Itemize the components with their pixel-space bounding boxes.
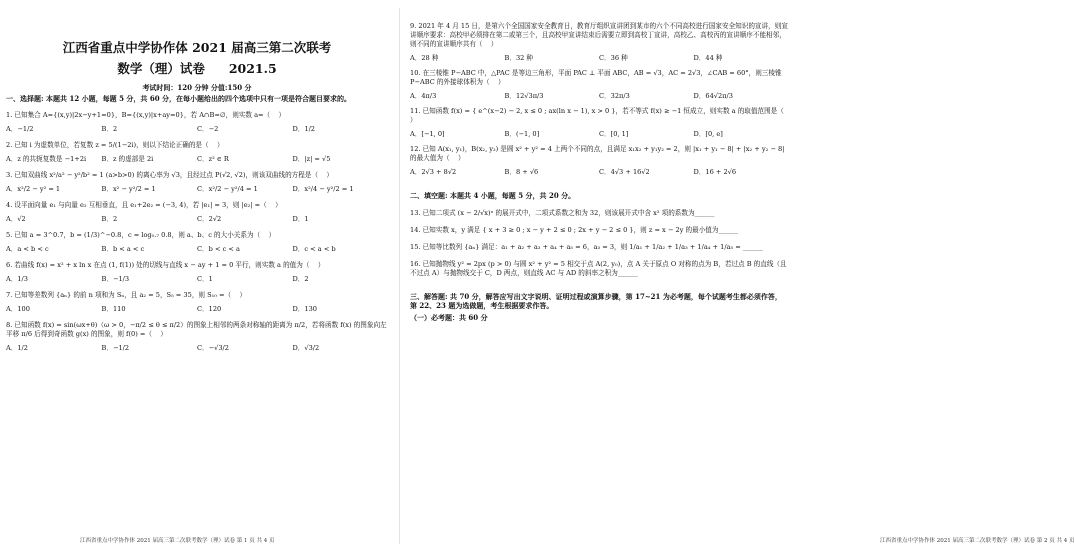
section3-subheading: （一）必考题：共 60 分 bbox=[410, 312, 488, 322]
answer-option-d: D．1 bbox=[292, 214, 309, 223]
answer-option-b: B．2 bbox=[101, 124, 118, 133]
answer-options bbox=[6, 344, 388, 353]
question-stem: 5. 已知 a = 3^0.7，b = (1/3)^−0.8，c = log₀.₇ 0.8，则 a、b、c 的大小关系为（ ） bbox=[6, 230, 276, 239]
question-item bbox=[6, 231, 388, 254]
question-stem: 6. 若曲线 f(x) = x² + x ln x 在点 (1, f(1)) 处的切线与直线 x − ay + 1 = 0 平行，则实数 a 的值为（ ） bbox=[6, 260, 325, 269]
exam-date: 2021.5 bbox=[228, 61, 277, 76]
question-stem: 15. 已知等比数列 {aₙ} 满足：a₁ + a₂ + a₃ + a₄ + a₅ = 6，a₃ = 3，则 1/a₁ + 1/a₂ + 1/a₃ + 1/a₄ + 1/a₅ = ______ bbox=[410, 242, 763, 251]
answer-option-a: A．a < b < c bbox=[6, 244, 49, 253]
question-item bbox=[410, 243, 788, 252]
answer-options bbox=[6, 155, 388, 164]
section2-heading: 二、填空题: 本题共 4 小题，每题 5 分，共 20 分。 bbox=[410, 191, 576, 200]
answer-option-d: D．√3/2 bbox=[292, 343, 320, 352]
answer-option-c: C．120 bbox=[197, 304, 222, 313]
answer-option-c: C．z² ∈ R bbox=[197, 154, 229, 163]
answer-option-d: D．64√2π/3 bbox=[693, 92, 733, 100]
right-question-list-b bbox=[410, 209, 788, 278]
answer-option-b: B．110 bbox=[101, 304, 126, 313]
question-stem: 8. 已知函数 f(x) = sin(ωx+θ)（ω > 0，−π/2 ≤ θ ≤ π/2）的图象上相邻的两条对称轴的距离为 π/2，若将函数 f(x) 的图象向左平移 π/6 后得到奇函数 g(x) 的图象，则 f(0) =（ ） bbox=[6, 320, 387, 338]
question-item bbox=[6, 321, 388, 353]
answer-option-d: D．2 bbox=[292, 274, 309, 283]
answer-options bbox=[6, 305, 388, 314]
question-stem: 9. 2021 年 4 月 15 日，是第六个全国国家安全教育日，教育厅组织宣讲团到某市的六个不同高校进行国家安全知识的宣讲，则宣讲顺序要求：高校甲必须排在第二或第三个，且高校甲宣讲结束后需要立即到高校丁宣讲，高校乙、高校丙的宣讲顺序不能相邻，则不同的宣讲顺序共有（ ） bbox=[410, 22, 788, 48]
answer-options bbox=[410, 54, 788, 63]
answer-options bbox=[6, 215, 388, 224]
question-stem: 14. 已知实数 x，y 满足 { x + 3 ≥ 0 ; x − y + 2 ≤ 0 ; 2x + y − 2 ≤ 0 }，则 z = x − 2y 的最小值为______ bbox=[410, 225, 739, 234]
question-item bbox=[6, 291, 388, 314]
answer-options bbox=[6, 245, 388, 254]
answer-option-b: B．z 的虚部是 2i bbox=[101, 154, 154, 163]
question-stem: 11. 已知函数 f(x) = { e^(x−2) − 2, x ≤ 0 ; ax(ln x − 1), x > 0 }，若不等式 f(x) ≥ −1 恒成立，则实数 a 的取值范围是（ ） bbox=[410, 107, 793, 124]
answer-options bbox=[410, 92, 788, 101]
question-item bbox=[410, 260, 788, 278]
answer-option-d: D．16 + 2√6 bbox=[693, 168, 737, 176]
answer-option-c: C．2√2 bbox=[197, 214, 222, 223]
answer-option-c: C．[0, 1] bbox=[599, 130, 629, 138]
answer-option-b: B．8 + √6 bbox=[504, 168, 539, 176]
exam-title: 江西省重点中学协作体 2021 届高三第二次联考 bbox=[62, 40, 332, 55]
answer-option-a: A．√2 bbox=[6, 214, 26, 223]
answer-option-a: A．−1/2 bbox=[6, 124, 34, 133]
question-stem: 2. 已知 i 为虚数单位，若复数 z = 5/(1−2i)，则以下结论正确的是（ ） bbox=[6, 140, 224, 149]
answer-option-a: A．28 种 bbox=[410, 54, 439, 62]
answer-option-b: B．12√3π/3 bbox=[504, 92, 544, 100]
answer-option-b: B．2 bbox=[101, 214, 118, 223]
section1-heading: 一、选择题: 本题共 12 小题，每题 5 分，共 60 分，在每小题给出的四个选项中只有一项是符合题目要求的。 bbox=[6, 94, 351, 103]
answer-option-a: A．100 bbox=[6, 304, 30, 313]
answer-options bbox=[6, 125, 388, 134]
exam-subtitle bbox=[6, 60, 388, 78]
answer-option-a: A．x²/2 − y² = 1 bbox=[6, 184, 61, 193]
right-question-list-a bbox=[410, 22, 793, 177]
question-item bbox=[410, 107, 793, 139]
subject-title: 数学（理）试卷 bbox=[117, 61, 205, 76]
question-stem: 3. 已知双曲线 x²/a² − y²/b² = 1 (a>b>0) 的离心率为 √3，且经过点 P(√2, √2)，则该双曲线的方程是（ ） bbox=[6, 170, 334, 179]
question-item bbox=[410, 226, 788, 235]
answer-option-d: D．[0, e] bbox=[693, 130, 723, 138]
answer-option-d: D．c < a < b bbox=[292, 244, 336, 253]
question-item bbox=[410, 69, 788, 101]
answer-option-b: B．−1/2 bbox=[101, 343, 130, 352]
answer-option-d: D．1/2 bbox=[292, 124, 315, 133]
answer-options bbox=[410, 168, 788, 177]
answer-option-d: D．44 种 bbox=[693, 54, 723, 62]
page-1 bbox=[0, 0, 400, 550]
page-2 bbox=[400, 0, 1074, 550]
question-stem: 10. 在三棱锥 P−ABC 中，△PAC 是等边三角形，平面 PAC ⊥ 平面 ABC，AB = √3，AC = 2√3，∠CAB = 60°，则三棱锥 P−ABC 的外接球体积为（ ） bbox=[410, 69, 784, 86]
time-score-line: 考试时间：120 分钟 分值:150 分 bbox=[142, 83, 252, 92]
answer-option-a: A．1/2 bbox=[6, 343, 28, 352]
answer-option-c: C．−√3/2 bbox=[197, 343, 229, 352]
answer-option-d: D．x²/4 − y²/2 = 1 bbox=[292, 184, 354, 193]
answer-options bbox=[6, 275, 388, 284]
footer-page-2: 江西省重点中学协作体 2021 届高三第二次联考数学（理）试卷 第 2 页 共 4 页 bbox=[880, 538, 1074, 544]
question-item bbox=[6, 111, 388, 134]
answer-option-a: A．1/3 bbox=[6, 274, 28, 283]
question-item bbox=[6, 171, 388, 194]
answer-option-d: D．130 bbox=[292, 304, 317, 313]
answer-option-a: A．2√3 + 8√2 bbox=[410, 168, 457, 176]
left-question-list bbox=[6, 111, 388, 353]
answer-option-c: C．1 bbox=[197, 274, 213, 283]
answer-option-a: A．z 的共轭复数是 −1+2i bbox=[6, 154, 87, 163]
question-stem: 12. 已知 A(x₁, y₁)，B(x₂, y₂) 是圆 x² + y² = 4 上两个不同的点，且满足 x₁x₂ + y₁y₂ = 2，则 |x₁ + y₁ − 8| + |x₂ + y₂ − 8| 的最大值为（ ） bbox=[410, 145, 787, 162]
question-item bbox=[6, 261, 388, 284]
answer-option-c: C．32π/3 bbox=[599, 92, 630, 100]
question-stem: 13. 已知二项式 (x − 2/√x)ⁿ 的展开式中，二项式系数之和为 32，则该展开式中含 x² 项的系数为______ bbox=[410, 208, 715, 217]
question-stem: 4. 设平面向量 e₁ 与向量 e₂ 互相垂直，且 e₁+2e₂ = (−3, 4)，若 |e₁| = 3，则 |e₂| =（ ） bbox=[6, 200, 282, 209]
answer-option-b: B．b < a < c bbox=[101, 244, 145, 253]
question-stem: 16. 已知抛物线 y² = 2px (p > 0) 与圆 x² + y² = 5 相交于点 A(2, y₀)，点 A 关于原点 O 对称的点为 B，若过点 B 的直线（且不过点 A）与抛物线交于 C，D 两点，则直线 AC 与 AD 的斜率之积为______ bbox=[410, 259, 787, 277]
answer-options bbox=[6, 185, 388, 194]
question-stem: 1. 已知集合 A={(x,y)|2x−y+1=0}，B={(x,y)|x+ay=0}，若 A∩B=∅，则实数 a=（ ） bbox=[6, 110, 286, 119]
answer-option-a: A．[−1, 0] bbox=[410, 130, 445, 138]
question-item bbox=[410, 145, 788, 177]
answer-option-a: A．4π/3 bbox=[410, 92, 437, 100]
answer-option-c: C．36 种 bbox=[599, 54, 628, 62]
answer-option-c: C．4√3 + 16√2 bbox=[599, 168, 650, 176]
answer-options bbox=[410, 130, 788, 139]
answer-option-b: B．x² − y²/2 = 1 bbox=[101, 184, 156, 193]
question-stem: 7. 已知等差数列 {aₙ} 的前 n 项和为 Sₙ，且 a₂ = 5，S₅ = 35，则 S₁₀ =（ ） bbox=[6, 290, 247, 299]
answer-option-c: C．b < c < a bbox=[197, 244, 240, 253]
question-item bbox=[6, 201, 388, 224]
answer-option-c: C．−2 bbox=[197, 124, 219, 133]
section3-heading: 三、解答题: 共 70 分，解答应写出文字说明、证明过程或演算步骤，第 17~21 为必考题，每个试题考生都必须作答，第 22、23 题为选做题，考生根据要求作答。 bbox=[410, 291, 782, 310]
answer-option-d: D．|z| = √5 bbox=[292, 154, 331, 163]
footer-page-1: 江西省重点中学协作体 2021 届高三第二次联考数学（理）试卷 第 1 页 共 4 页 bbox=[80, 538, 275, 544]
answer-option-b: B．32 种 bbox=[504, 54, 534, 62]
answer-option-b: B．(−1, 0] bbox=[504, 130, 540, 138]
question-item bbox=[410, 22, 788, 63]
question-item bbox=[410, 209, 788, 218]
question-item bbox=[6, 141, 388, 164]
answer-option-b: B．−1/3 bbox=[101, 274, 130, 283]
answer-option-c: C．x²/2 − y²/4 = 1 bbox=[197, 184, 258, 193]
